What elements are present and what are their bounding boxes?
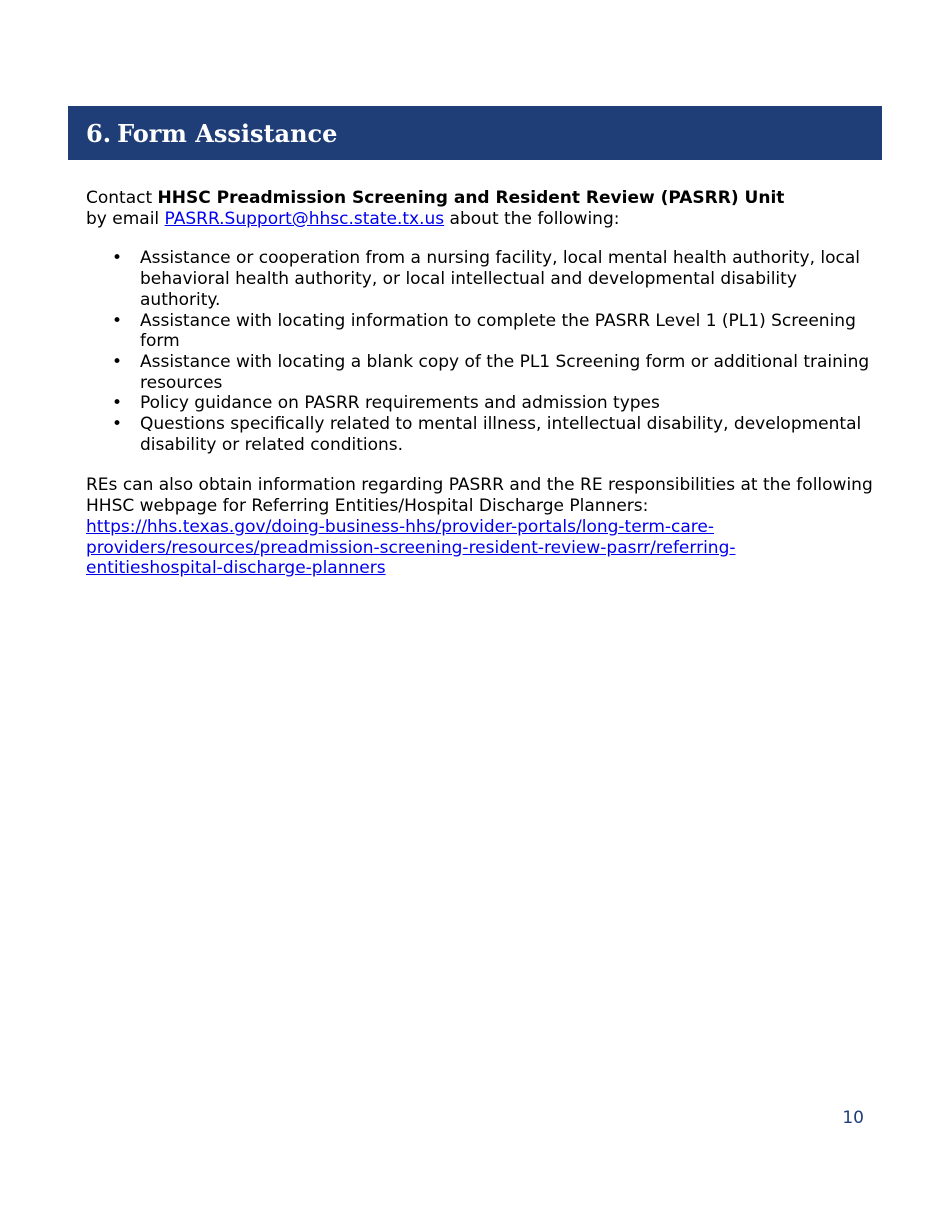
- intro-line2-suffix: about the following:: [444, 208, 620, 229]
- closing-paragraph: [86, 475, 876, 579]
- section-number: 6.: [86, 118, 112, 148]
- bullet-icon: •: [112, 351, 123, 372]
- intro-prefix: Contact: [86, 188, 158, 208]
- section-header: [68, 106, 882, 160]
- list-item-text: Assistance with locating a blank copy of the PL1 Screening form or additional training resources: [140, 351, 870, 393]
- intro-line2-prefix: by email: [86, 208, 165, 229]
- bullet-icon: •: [112, 414, 123, 435]
- list-item: [86, 393, 876, 414]
- bullet-icon: •: [112, 393, 123, 414]
- list-item-text: Assistance with locating information to complete the PASRR Level 1 (PL1) Screening form: [140, 310, 856, 352]
- bullet-icon: •: [112, 310, 123, 331]
- intro-paragraph: [86, 188, 876, 229]
- list-item: [86, 352, 876, 393]
- list-item-text: Assistance or cooperation from a nursing facility, local mental health authority, local behavioral health authority, or local intellectual and developmental disability authority.: [140, 248, 861, 310]
- unit-name: HHSC Preadmission Screening and Resident Review (PASRR) Unit: [157, 188, 785, 208]
- list-item: [86, 311, 876, 352]
- url-line-1: https://hhs.texas.gov/doing-business-hhs/provider-portals/long-term-care-: [86, 516, 715, 537]
- support-email-link[interactable]: PASRR.Support@hhsc.state.tx.us: [164, 208, 445, 229]
- url-line-3: entitieshospital-discharge-planners: [86, 558, 386, 579]
- bullet-icon: •: [112, 248, 123, 269]
- list-item: [86, 248, 876, 310]
- section-title: [86, 119, 337, 148]
- section-title-text: Form Assistance: [117, 118, 338, 148]
- closing-text: REs can also obtain information regarding PASRR and the RE responsibilities at the following HHSC webpage for Referring Entities/Hospital Discharge Planners:: [86, 475, 873, 517]
- page-number: 10: [842, 1108, 864, 1128]
- body-content: [86, 188, 876, 579]
- url-line-2: providers/resources/preadmission-screening-resident-review-pasrr/referring-: [86, 537, 736, 558]
- hhsc-webpage-link[interactable]: [86, 517, 736, 578]
- assistance-list: [86, 248, 876, 455]
- list-item: [86, 414, 876, 455]
- list-item-text: Questions specifically related to mental illness, intellectual disability, developmental disability or related conditions.: [140, 414, 862, 455]
- list-item-text: Policy guidance on PASRR requirements and admission types: [140, 393, 660, 414]
